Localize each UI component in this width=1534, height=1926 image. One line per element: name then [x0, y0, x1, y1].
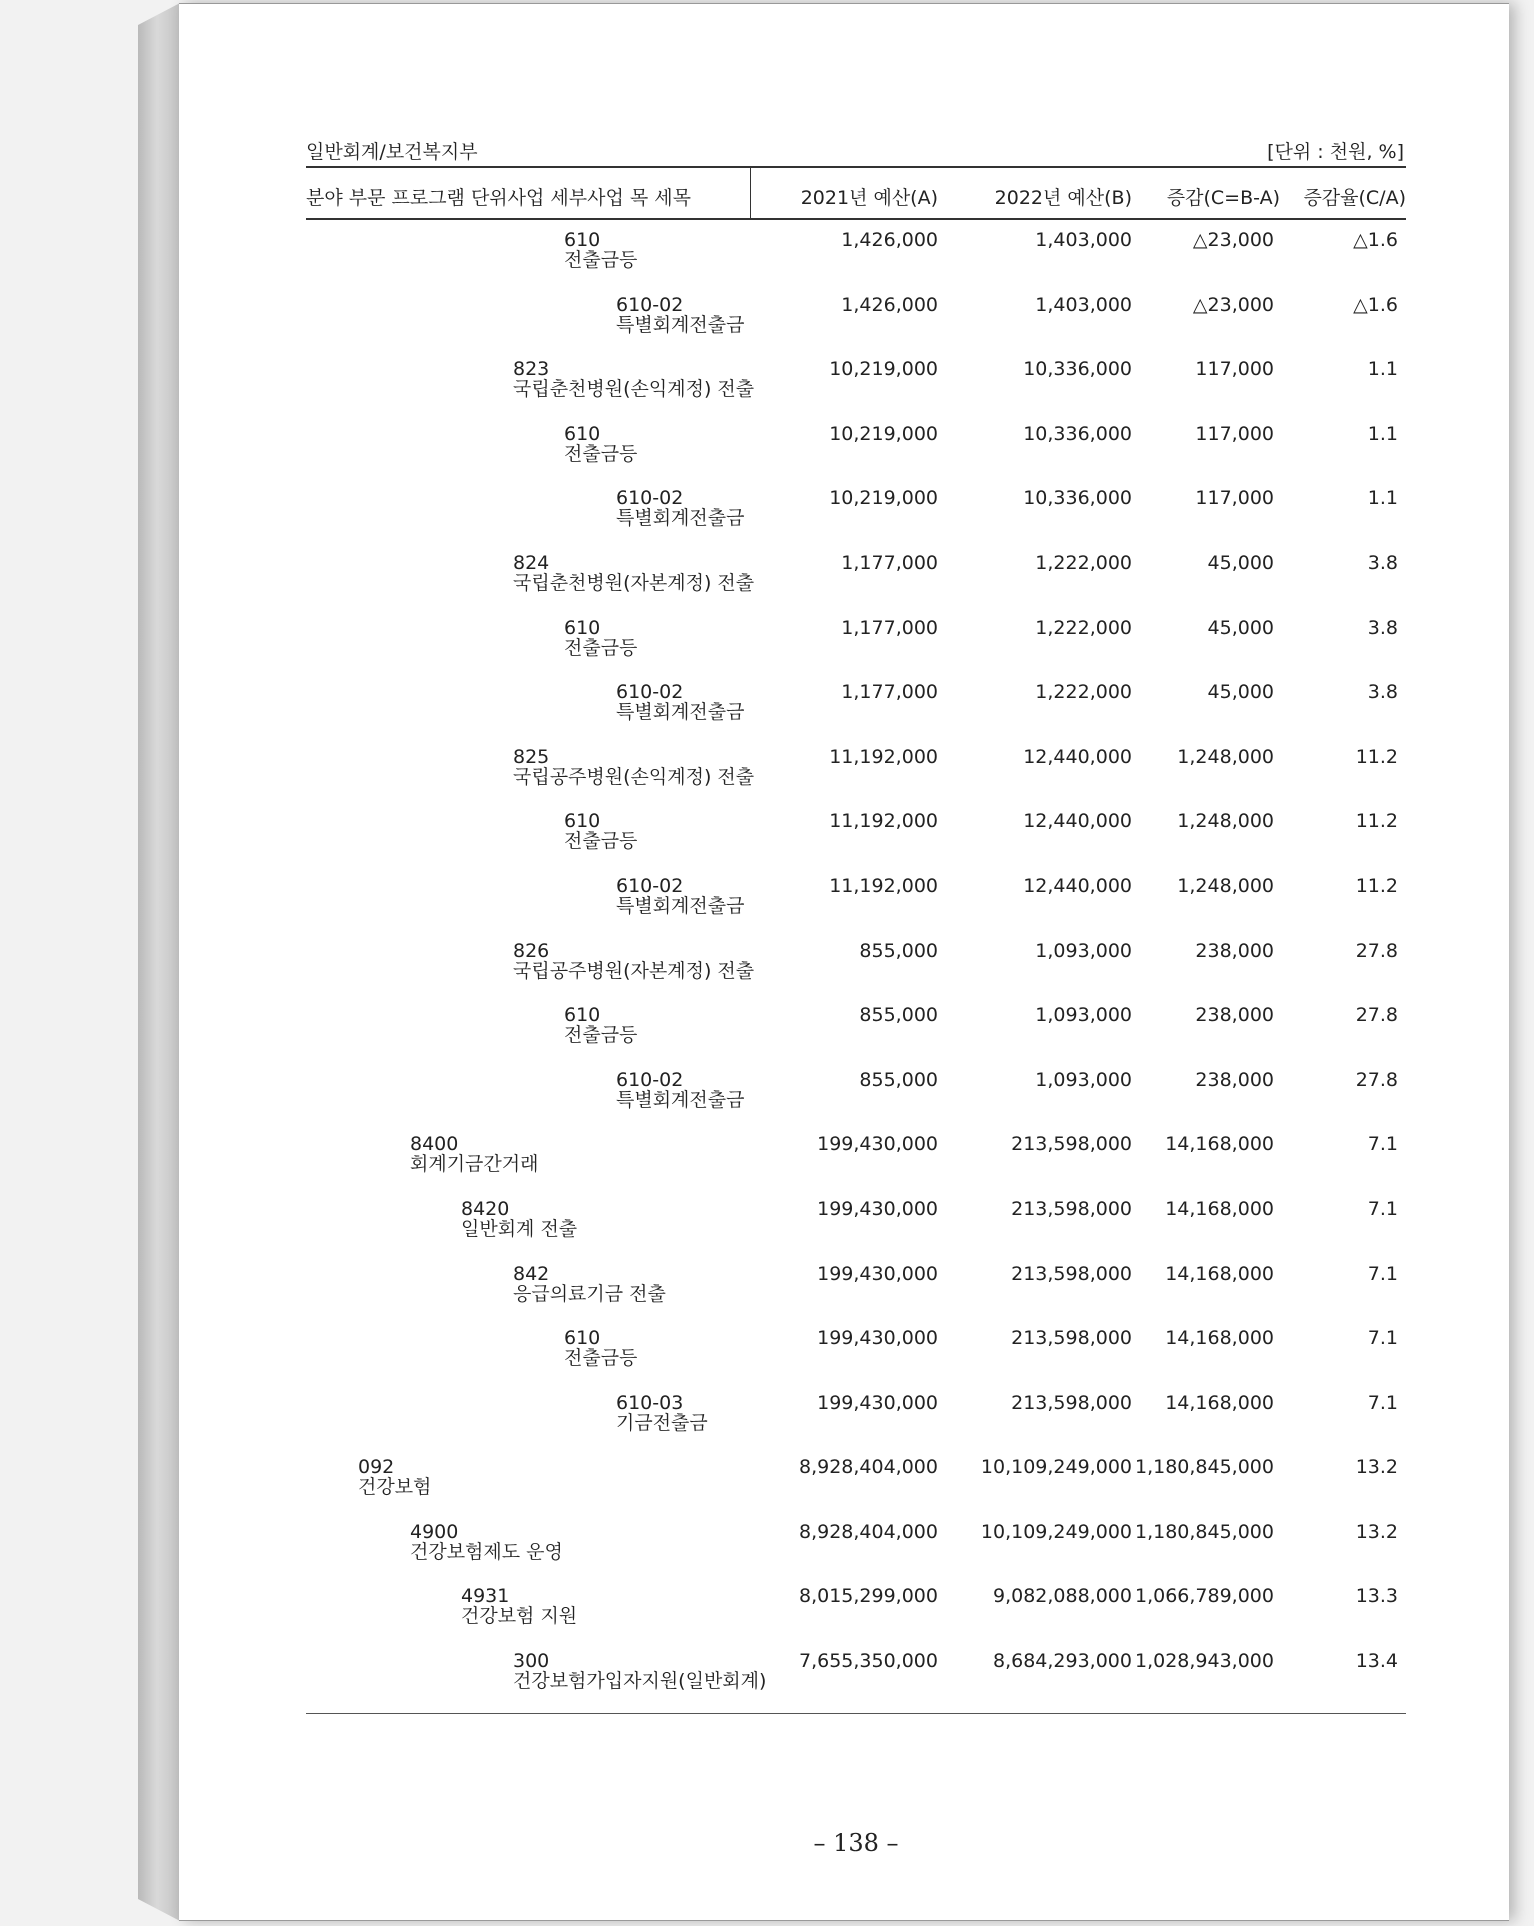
item-code: 610 — [564, 616, 601, 639]
change-rate: 13.2 — [1355, 1520, 1398, 1543]
table-row — [306, 1066, 1406, 1131]
table-row — [306, 1001, 1406, 1066]
header-top-rule — [306, 166, 1406, 168]
budget-2021: 1,426,000 — [841, 293, 938, 316]
budget-2022: 9,082,088,000 — [992, 1585, 1132, 1608]
item-code: 4900 — [410, 1520, 459, 1543]
item-name: 건강보험제도 운영 — [410, 1540, 563, 1563]
budget-2021: 855,000 — [859, 1068, 938, 1091]
budget-2021: 199,430,000 — [817, 1133, 938, 1156]
budget-2022: 1,403,000 — [1035, 229, 1132, 251]
table-row — [306, 1324, 1406, 1389]
table-row — [306, 1647, 1406, 1712]
budget-2022: 10,109,249,000 — [980, 1520, 1132, 1543]
budget-2022: 10,336,000 — [1023, 422, 1132, 445]
table-row — [306, 1518, 1406, 1583]
budget-2022: 1,222,000 — [1035, 551, 1132, 574]
table-row — [306, 1389, 1406, 1454]
budget-2021: 10,219,000 — [829, 422, 938, 445]
change-rate: 1.1 — [1367, 487, 1398, 510]
column-divider — [750, 168, 751, 218]
table-row — [306, 291, 1406, 356]
budget-2021: 8,015,299,000 — [798, 1585, 938, 1608]
item-code: 610 — [564, 810, 601, 833]
change-rate: 27.8 — [1355, 1004, 1398, 1027]
change-amount: 45,000 — [1207, 616, 1274, 639]
budget-2022: 213,598,000 — [1011, 1197, 1132, 1220]
budget-2021: 1,426,000 — [841, 229, 938, 251]
page-number: – 138 – — [813, 1829, 899, 1857]
change-amount: 14,168,000 — [1165, 1197, 1274, 1220]
change-amount: 14,168,000 — [1165, 1327, 1274, 1350]
item-code: 610-02 — [616, 293, 684, 316]
col-hierarchy: 분야 부문 프로그램 단위사업 세부사업 목 세목 — [306, 187, 691, 209]
item-name: 건강보험 지원 — [461, 1605, 578, 1628]
item-code: 824 — [513, 551, 550, 574]
change-amount: 238,000 — [1195, 939, 1274, 962]
budget-2021: 11,192,000 — [829, 810, 938, 833]
item-code: 300 — [513, 1650, 550, 1673]
item-code: 825 — [513, 745, 550, 768]
change-rate: 27.8 — [1355, 939, 1398, 962]
change-amount: 1,248,000 — [1177, 810, 1274, 833]
change-rate: 1.1 — [1367, 358, 1398, 381]
item-code: 610 — [564, 229, 601, 251]
table-row — [306, 420, 1406, 485]
budget-2022: 213,598,000 — [1011, 1391, 1132, 1414]
budget-2022: 1,222,000 — [1035, 616, 1132, 639]
table-row — [306, 226, 1406, 291]
account-title: 일반회계/보건복지부 — [306, 141, 478, 163]
change-amount: △23,000 — [1192, 293, 1274, 316]
item-name: 전출금등 — [564, 249, 638, 271]
item-code: 8400 — [410, 1133, 459, 1156]
binder-spine — [138, 3, 180, 1921]
col-rate: 증감율(C/A) — [1303, 187, 1406, 209]
table-row — [306, 355, 1406, 420]
budget-table-body — [306, 226, 1406, 1712]
budget-2022: 213,598,000 — [1011, 1327, 1132, 1350]
change-rate: 27.8 — [1355, 1068, 1398, 1091]
item-code: 4931 — [461, 1585, 510, 1608]
change-amount: 45,000 — [1207, 551, 1274, 574]
budget-2021: 855,000 — [859, 939, 938, 962]
column-header-row — [306, 169, 1406, 217]
item-code: 610-03 — [616, 1391, 684, 1414]
change-rate: △1.6 — [1353, 229, 1398, 251]
table-row — [306, 1130, 1406, 1195]
budget-2022: 12,440,000 — [1023, 810, 1132, 833]
item-code: 823 — [513, 358, 550, 381]
item-name: 전출금등 — [564, 442, 638, 465]
table-row — [306, 937, 1406, 1002]
item-name: 국립공주병원(자본계정) 전출 — [513, 959, 755, 982]
change-rate: 7.1 — [1367, 1197, 1398, 1220]
item-name: 특별회계전출금 — [616, 701, 745, 724]
change-rate: 13.4 — [1355, 1650, 1398, 1673]
item-code: 8420 — [461, 1197, 510, 1220]
table-row — [306, 1260, 1406, 1325]
change-rate: 1.1 — [1367, 422, 1398, 445]
col-diff: 증감(C=B-A) — [1166, 187, 1280, 209]
change-rate: △1.6 — [1353, 293, 1398, 316]
change-amount: 1,248,000 — [1177, 874, 1274, 897]
item-code: 842 — [513, 1262, 550, 1285]
change-amount: 238,000 — [1195, 1068, 1274, 1091]
budget-2022: 213,598,000 — [1011, 1133, 1132, 1156]
change-amount: 14,168,000 — [1165, 1262, 1274, 1285]
item-name: 국립춘천병원(손익계정) 전출 — [513, 378, 755, 401]
change-rate: 7.1 — [1367, 1391, 1398, 1414]
item-code: 610 — [564, 422, 601, 445]
budget-2022: 12,440,000 — [1023, 745, 1132, 768]
budget-2021: 1,177,000 — [841, 681, 938, 704]
item-name: 회계기금간거래 — [410, 1153, 539, 1176]
change-amount: 117,000 — [1195, 487, 1274, 510]
table-row — [306, 872, 1406, 937]
budget-2021: 199,430,000 — [817, 1327, 938, 1350]
change-rate: 7.1 — [1367, 1133, 1398, 1156]
change-amount: 117,000 — [1195, 358, 1274, 381]
budget-2022: 1,093,000 — [1035, 1004, 1132, 1027]
budget-2021: 11,192,000 — [829, 745, 938, 768]
change-amount: 14,168,000 — [1165, 1391, 1274, 1414]
budget-2021: 199,430,000 — [817, 1262, 938, 1285]
budget-2021: 1,177,000 — [841, 551, 938, 574]
budget-2021: 7,655,350,000 — [798, 1650, 938, 1673]
item-name: 응급의료기금 전출 — [513, 1282, 666, 1305]
budget-2022: 10,336,000 — [1023, 358, 1132, 381]
table-row — [306, 549, 1406, 614]
item-name: 특별회계전출금 — [616, 313, 745, 336]
budget-2021: 199,430,000 — [817, 1197, 938, 1220]
change-rate: 3.8 — [1367, 551, 1398, 574]
change-rate: 11.2 — [1355, 745, 1398, 768]
budget-2022: 12,440,000 — [1023, 874, 1132, 897]
budget-2022: 10,336,000 — [1023, 487, 1132, 510]
change-rate: 7.1 — [1367, 1262, 1398, 1285]
budget-2021: 199,430,000 — [817, 1391, 938, 1414]
col-2021: 2021년 예산(A) — [800, 187, 938, 209]
budget-2021: 1,177,000 — [841, 616, 938, 639]
change-rate: 11.2 — [1355, 874, 1398, 897]
change-rate: 3.8 — [1367, 616, 1398, 639]
table-row — [306, 807, 1406, 872]
item-name: 전출금등 — [564, 1024, 638, 1047]
item-name: 국립공주병원(손익계정) 전출 — [513, 765, 755, 788]
item-code: 610-02 — [616, 681, 684, 704]
col-2022: 2022년 예산(B) — [994, 187, 1132, 209]
change-rate: 13.3 — [1355, 1585, 1398, 1608]
budget-2021: 855,000 — [859, 1004, 938, 1027]
header-bottom-rule — [306, 218, 1406, 220]
table-row — [306, 743, 1406, 808]
budget-2022: 1,093,000 — [1035, 1068, 1132, 1091]
item-name: 건강보험 — [358, 1476, 432, 1499]
table-bottom-rule — [306, 1713, 1406, 1714]
item-name: 전출금등 — [564, 636, 638, 659]
table-row — [306, 1582, 1406, 1647]
change-rate: 3.8 — [1367, 681, 1398, 704]
budget-2021: 10,219,000 — [829, 487, 938, 510]
change-rate: 11.2 — [1355, 810, 1398, 833]
change-amount: 14,168,000 — [1165, 1133, 1274, 1156]
change-amount: 1,066,789,000 — [1134, 1585, 1274, 1608]
document-page — [179, 3, 1509, 1921]
item-name: 일반회계 전출 — [461, 1217, 578, 1240]
unit-label: [단위 : 천원, %] — [1267, 141, 1404, 163]
budget-2022: 10,109,249,000 — [980, 1456, 1132, 1479]
item-code: 610-02 — [616, 874, 684, 897]
item-name: 기금전출금 — [616, 1411, 708, 1434]
item-name: 전출금등 — [564, 1347, 638, 1370]
change-rate: 7.1 — [1367, 1327, 1398, 1350]
change-rate: 13.2 — [1355, 1456, 1398, 1479]
item-name: 특별회계전출금 — [616, 507, 745, 530]
change-amount: 117,000 — [1195, 422, 1274, 445]
item-code: 610 — [564, 1327, 601, 1350]
item-code: 610 — [564, 1004, 601, 1027]
item-name: 국립춘천병원(자본계정) 전출 — [513, 571, 755, 594]
change-amount: 1,180,845,000 — [1134, 1456, 1274, 1479]
change-amount: △23,000 — [1192, 229, 1274, 251]
change-amount: 1,180,845,000 — [1134, 1520, 1274, 1543]
table-row — [306, 1195, 1406, 1260]
budget-2021: 11,192,000 — [829, 874, 938, 897]
item-code: 092 — [358, 1456, 395, 1479]
budget-2022: 1,093,000 — [1035, 939, 1132, 962]
budget-2022: 213,598,000 — [1011, 1262, 1132, 1285]
change-amount: 1,248,000 — [1177, 745, 1274, 768]
budget-2021: 10,219,000 — [829, 358, 938, 381]
table-row — [306, 484, 1406, 549]
budget-2021: 8,928,404,000 — [798, 1520, 938, 1543]
table-row — [306, 1453, 1406, 1518]
budget-2022: 1,222,000 — [1035, 681, 1132, 704]
budget-2022: 8,684,293,000 — [992, 1650, 1132, 1673]
change-amount: 45,000 — [1207, 681, 1274, 704]
table-row — [306, 614, 1406, 679]
budget-2022: 1,403,000 — [1035, 293, 1132, 316]
budget-2021: 8,928,404,000 — [798, 1456, 938, 1479]
item-code: 826 — [513, 939, 550, 962]
table-caption — [306, 137, 1406, 163]
item-code: 610-02 — [616, 487, 684, 510]
item-name: 특별회계전출금 — [616, 1088, 745, 1111]
change-amount: 238,000 — [1195, 1004, 1274, 1027]
change-amount: 1,028,943,000 — [1134, 1650, 1274, 1673]
table-row — [306, 678, 1406, 743]
item-name: 건강보험가입자지원(일반회계) — [513, 1670, 767, 1693]
item-name: 전출금등 — [564, 830, 638, 853]
item-code: 610-02 — [616, 1068, 684, 1091]
item-name: 특별회계전출금 — [616, 894, 745, 917]
